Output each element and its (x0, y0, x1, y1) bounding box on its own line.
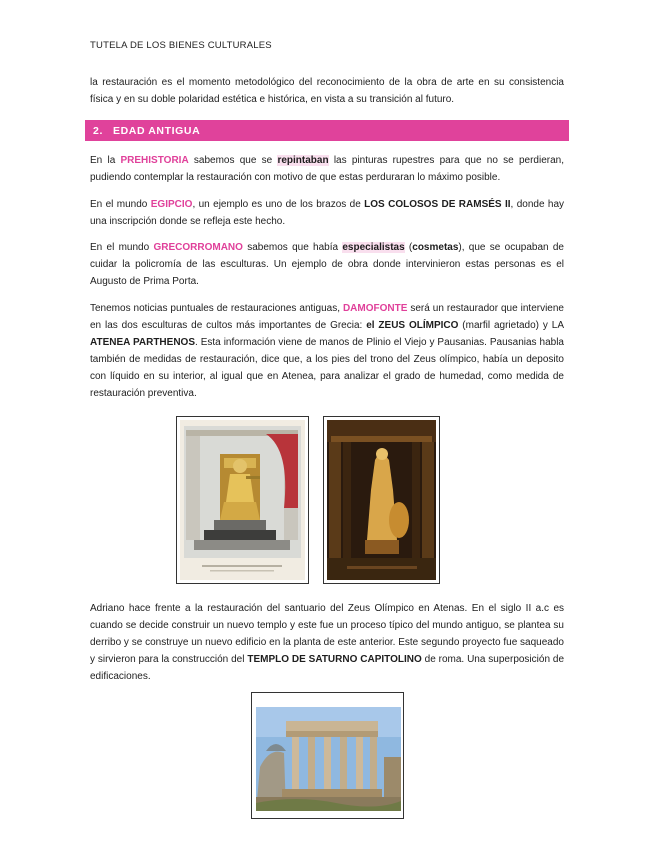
term-cosmetas: cosmetas (412, 242, 459, 253)
section-heading (85, 120, 569, 141)
term-colosos: LOS COLOSOS DE RAMSÉS II (364, 199, 511, 210)
term-atenea-parthenos: ATENEA PARTHENOS (90, 337, 195, 348)
term-especialistas: especialistas (342, 242, 405, 253)
term-grecorromano: GRECORROMANO (153, 242, 243, 253)
term-damofonte: DAMOFONTE (342, 303, 408, 314)
paragraph-grecorromano: En el mundo GRECORROMANO sabemos que había especialistas (cosmetas), que se ocupaban de cuidar la policromía de las esculturas. Un ejemplo de obra donde intervinieron estas personas es el Augusto de Prima Porta. (90, 242, 564, 287)
term-zeus-olimpico: el ZEUS OLÍMPICO (366, 320, 459, 331)
term-egipcio: EGIPCIO (150, 199, 193, 210)
paragraph-adriano: Adriano hace frente a la restauración del santuario del Zeus Olímpico en Atenas. En el siglo II a.c es cuando se decide construir un nuevo templo y este fue un proceso típico del mundo antiguo, se plantea su derribo y se construye un nuevo edificio en la planta de este anterior. Este segundo proyecto fue saqueado y sirvieron para la construcción del TEMPLO DE SATURNO CAPITOLINO de roma. Una superposición de edificaciones. (90, 603, 565, 682)
atenea-illustration (327, 420, 436, 580)
section-title: EDAD ANTIGUA (112, 124, 201, 137)
templo-illustration (256, 707, 401, 811)
running-header: TUTELA DE LOS BIENES CULTURALES (90, 40, 272, 51)
paragraph-egipcio: En el mundo EGIPCIO, un ejemplo es uno de los brazos de LOS COLOSOS DE RAMSÉS II, donde hay una inscripción donde se refleja este hecho. (90, 199, 565, 227)
paragraph-prehistoria: En la PREHISTORIA sabemos que se repintaban las pinturas rupestres para que no se perdieran, pudiendo contemplar la restauración con motivo de que estas perduraran lo máximo posible. (90, 155, 564, 183)
zeus-illustration (180, 420, 305, 580)
zeus-olimpico-image (176, 416, 309, 584)
term-templo-saturno: TEMPLO DE SATURNO CAPITOLINO (247, 654, 422, 665)
term-prehistoria: PREHISTORIA (120, 155, 189, 166)
section-number: 2. (93, 124, 103, 137)
atenea-parthenos-image (323, 416, 440, 584)
templo-saturno-image (251, 692, 404, 819)
term-repintaban: repintaban (277, 155, 329, 166)
paragraph-damofonte: Tenemos noticias puntuales de restauraciones antiguas, DAMOFONTE será un restaurador que interviene en las dos esculturas de cultos más importantes de Grecia: el ZEUS OLÍMPICO (marfil agrietado) y LA ATENEA PARTHENOS. Esta información viene de manos de Plinio el Viejo y Pausanias. Pausanias habla también de medidas de restauración, dice que, a los pies del trono del Zeus olímpico, había un deposito con líquido en su interior, al igual que en Atenea, para analizar el grado de humedad, como medida de restauración preventiva. (90, 303, 564, 399)
intro-paragraph: la restauración es el momento metodológico del reconocimiento de la obra de arte en su consistencia física y en su doble polaridad estética e histórica, en vista a su transición al futuro. (90, 77, 564, 105)
